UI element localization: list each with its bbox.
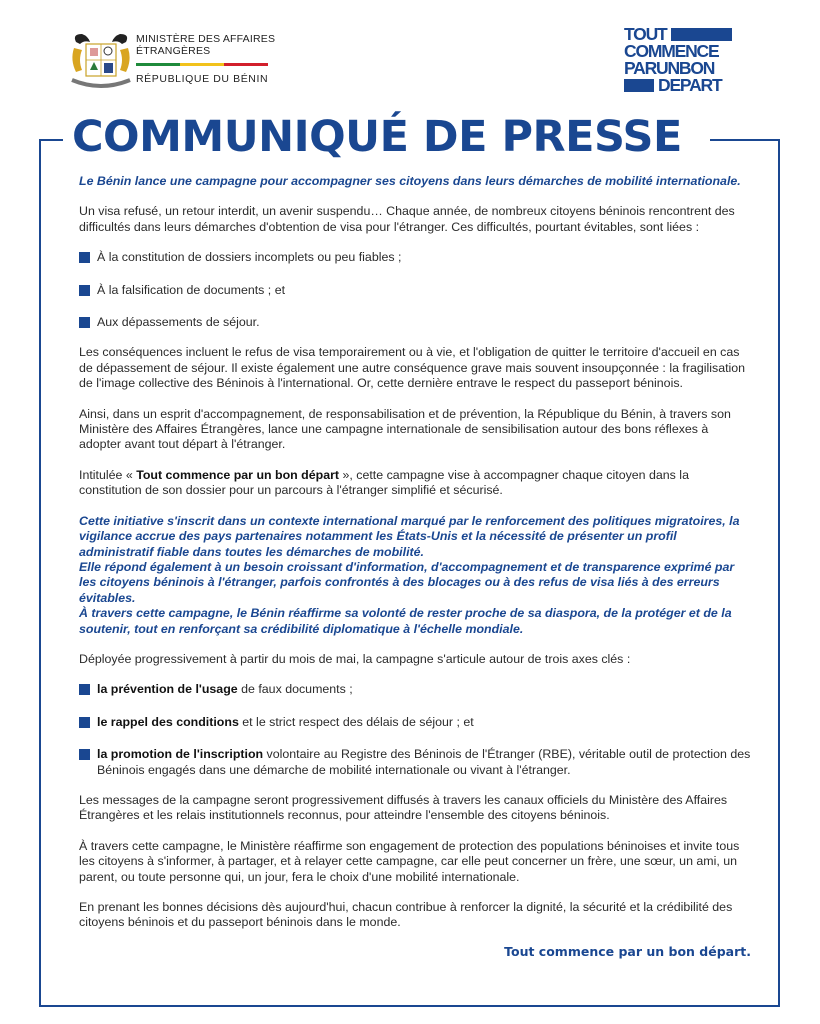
frame-border	[39, 139, 41, 1007]
list-item-text: À la falsification de documents ; et	[97, 282, 286, 297]
coat-of-arms-icon	[68, 30, 134, 92]
flag-red	[224, 63, 268, 66]
list-item	[79, 283, 751, 298]
list-item-text: Aux dépassements de séjour.	[97, 315, 260, 330]
list-item-text: À la constitution de dossiers incomplets ou peu fiables ;	[97, 250, 402, 265]
list-item	[79, 315, 751, 330]
list-item	[79, 250, 751, 265]
campaign-logo-bar	[624, 79, 654, 92]
frame-border	[778, 139, 780, 1007]
context-paragraph: Elle répond également à un besoin croissant d'information, d'accompagnement et de transparence exprimé par les citoyens béninois à l'étranger, parfois confrontés à des blocages ou à des refus de visa liés à des erreurs évitables.	[79, 559, 735, 605]
square-bullet-icon	[79, 749, 90, 760]
flag-green	[136, 63, 180, 66]
signature-slogan: Tout commence par un bon départ.	[504, 943, 751, 959]
list-item-text	[97, 682, 353, 697]
campaign-logo-text: TOUT	[624, 24, 667, 44]
campaign-logo-row	[624, 77, 732, 94]
context-block	[79, 514, 751, 637]
square-bullet-icon	[79, 717, 90, 728]
campaign-logo-bar	[671, 28, 732, 41]
closing-paragraph: En prenant les bonnes décisions dès aujourd'hui, chacun contribue à renforcer la dignité, la sécurité et la crédibilité des citoyens béninois et du passeport béninois dans le monde.	[79, 900, 733, 930]
text-span: », cette campagne vise à accompagner chaque citoyen dans la constitution de son dossier pour un parcours à l'étranger simplifié et sécurisé.	[79, 467, 689, 498]
list-item	[79, 715, 751, 730]
axis-title: la promotion de l'inscription	[97, 747, 264, 762]
axis-title: le rappel des conditions	[97, 714, 239, 729]
campaign-logo-text: PARUNBON	[624, 58, 715, 78]
press-release-body	[79, 174, 751, 959]
square-bullet-icon	[79, 317, 90, 328]
list-item	[79, 682, 751, 697]
context-paragraph: À travers cette campagne, le Bénin réaffirme sa volonté de rester proche de sa diaspora, de la protéger et de la soutenir, tout en renforçant sa crédibilité diplomatique à l'échelle mondiale.	[79, 606, 732, 636]
campaign-logo-text: COMMENCE	[624, 41, 719, 61]
campaign-name: Tout commence par un bon départ	[136, 467, 340, 482]
axis-text: de faux documents ;	[237, 682, 353, 697]
ministry-name: MINISTÈRE DES AFFAIRES ÉTRANGÈRES	[136, 33, 276, 57]
axis-text: et le strict respect des délais de séjour ; et	[238, 714, 474, 729]
square-bullet-icon	[79, 285, 90, 296]
diffusion-paragraph: Les messages de la campagne seront progressivement diffusés à travers les canaux officiels du Ministère des Affaires Étrangères et les relais institutionnels reconnus, pour atteindre l'ensemble des citoyens béninois.	[79, 792, 728, 823]
list-item-text	[97, 715, 474, 730]
flag-stripe	[136, 63, 268, 66]
frame-border	[710, 139, 780, 141]
campaign-name-paragraph	[79, 468, 751, 499]
consequences-paragraph: Les conséquences incluent le refus de visa temporairement ou à vie, et l'obligation de quitter le territoire d'accueil en cas de dépassement de séjour. Il existe également une autre conséquence grave mais souvent insoupçonnée : la fragilisation de l'image collective des Béninois à l'international. Or, cette dernière entrave le respect du passeport béninois.	[79, 345, 746, 391]
axis-title: la prévention de l'usage	[97, 682, 238, 697]
list-item-text	[97, 747, 751, 778]
campaign-intro-paragraph: Ainsi, dans un esprit d'accompagnement, de responsabilisation et de prévention, la République du Bénin, à travers son Ministère des Affaires Étrangères, lance une campagne internationale de sensibilisation autour des bons réflexes à adopter avant tout départ à l'étranger.	[79, 406, 731, 452]
flag-yellow	[180, 63, 224, 66]
frame-border	[39, 139, 63, 141]
list-item	[79, 747, 751, 778]
axis-text: volontaire au Registre des Béninois de l'Étranger (RBE), véritable outil de protection des Béninois engagés dans une démarche de mobilité internationale ou vivant à l'étranger.	[97, 747, 751, 777]
lead-paragraph: Le Bénin lance une campagne pour accompagner ses citoyens dans leurs démarches de mobilité internationale.	[79, 174, 741, 188]
ministry-block	[136, 33, 286, 85]
campaign-logo-text: DEPART	[658, 75, 722, 95]
square-bullet-icon	[79, 252, 90, 263]
frame-border	[39, 1005, 780, 1007]
square-bullet-icon	[79, 684, 90, 695]
text-span: Intitulée «	[79, 467, 137, 482]
intro-paragraph: Un visa refusé, un retour interdit, un avenir suspendu… Chaque année, de nombreux citoyens béninois rencontrent des difficultés dans leurs démarches d'obtention de visa pour l'étranger. Ces difficultés, pourtant évitables, sont liées :	[79, 204, 735, 234]
header	[0, 0, 820, 110]
page-title: COMMUNIQUÉ DE PRESSE	[72, 112, 682, 162]
engagement-paragraph: À travers cette campagne, le Ministère réaffirme son engagement de protection des populations béninoises et invite tous les citoyens à s'informer, à partager, et à relayer cette campagne, car elle peut concerner un frère, une sœur, un ami, un parent, ou toute personne qui, un jour, fera le choix d'une mobilité internationale.	[79, 838, 740, 884]
campaign-logo	[624, 26, 732, 94]
republic-label: RÉPUBLIQUE DU BÉNIN	[136, 73, 269, 85]
context-paragraph: Cette initiative s'inscrit dans un contexte international marqué par le renforcement des politiques migratoires, la vigilance accrue des pays partenaires notamment les États-Unis et la nécessité de présenter un profil administratif fiable dans toutes les démarches de mobilité.	[79, 513, 740, 559]
axes-intro-paragraph: Déployée progressivement à partir du mois de mai, la campagne s'articule autour de trois axes clés :	[79, 651, 631, 666]
